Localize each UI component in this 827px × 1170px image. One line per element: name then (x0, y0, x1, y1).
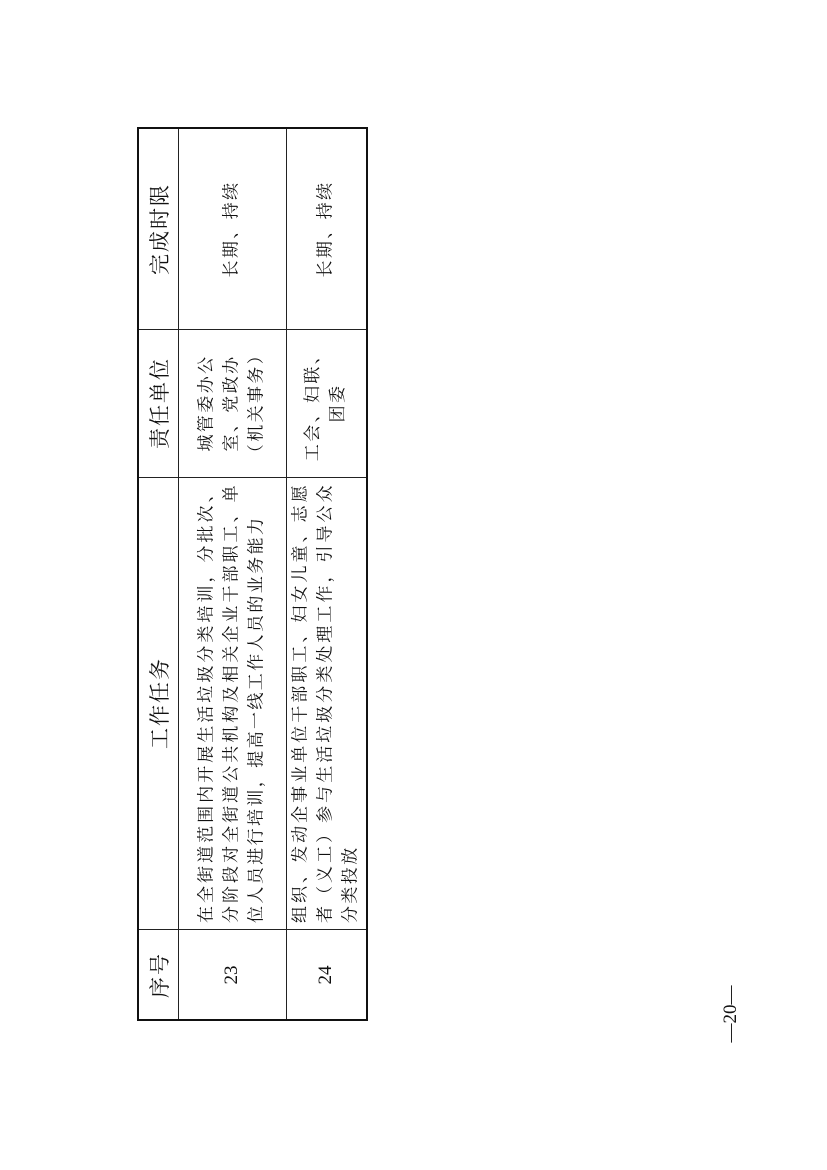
row-23-unit (178, 329, 286, 477)
row-24-unit (286, 329, 366, 477)
row-24-unit-text: 工会、妇联、团委 (303, 344, 348, 462)
page-number: —20— (720, 985, 741, 1043)
row-23-task (178, 477, 286, 929)
task-table (137, 127, 368, 1021)
header-task-label: 工作任务 (147, 657, 172, 749)
header-unit (139, 329, 178, 477)
row-23-task-text: 在全街道范围内开展生活垃圾分类培训，分批次、分阶段对全街道公共机构及相关企业干部职工、单位人员进行培训，提高一线工作人员的业务能力 (196, 483, 267, 923)
header-unit-label: 责任单位 (147, 357, 172, 449)
header-deadline-label: 完成时限 (147, 183, 172, 275)
row-23-deadline (178, 129, 286, 329)
header-task (139, 477, 178, 929)
header-seq-label: 序号 (147, 952, 172, 998)
row-23-seq-text: 23 (221, 965, 242, 985)
row-23-deadline-text: 长期、持续 (221, 180, 242, 278)
header-deadline (139, 129, 178, 329)
row-24-deadline (286, 129, 366, 329)
row-23-unit-text: 城管委办公室、党政办（机关事务） (196, 344, 267, 462)
row-23-seq (178, 929, 286, 1021)
row-24-deadline-text: 长期、持续 (315, 180, 336, 278)
row-24-task (286, 477, 366, 929)
row-24-task-text: 组织、发动企事业单位干部职工、妇女儿童、志愿者（义工）参与生活垃圾分类处理工作，引导公众分类投放 (290, 483, 361, 923)
header-seq (139, 929, 178, 1021)
row-24-seq-text: 24 (315, 965, 336, 985)
row-24-seq (286, 929, 366, 1021)
